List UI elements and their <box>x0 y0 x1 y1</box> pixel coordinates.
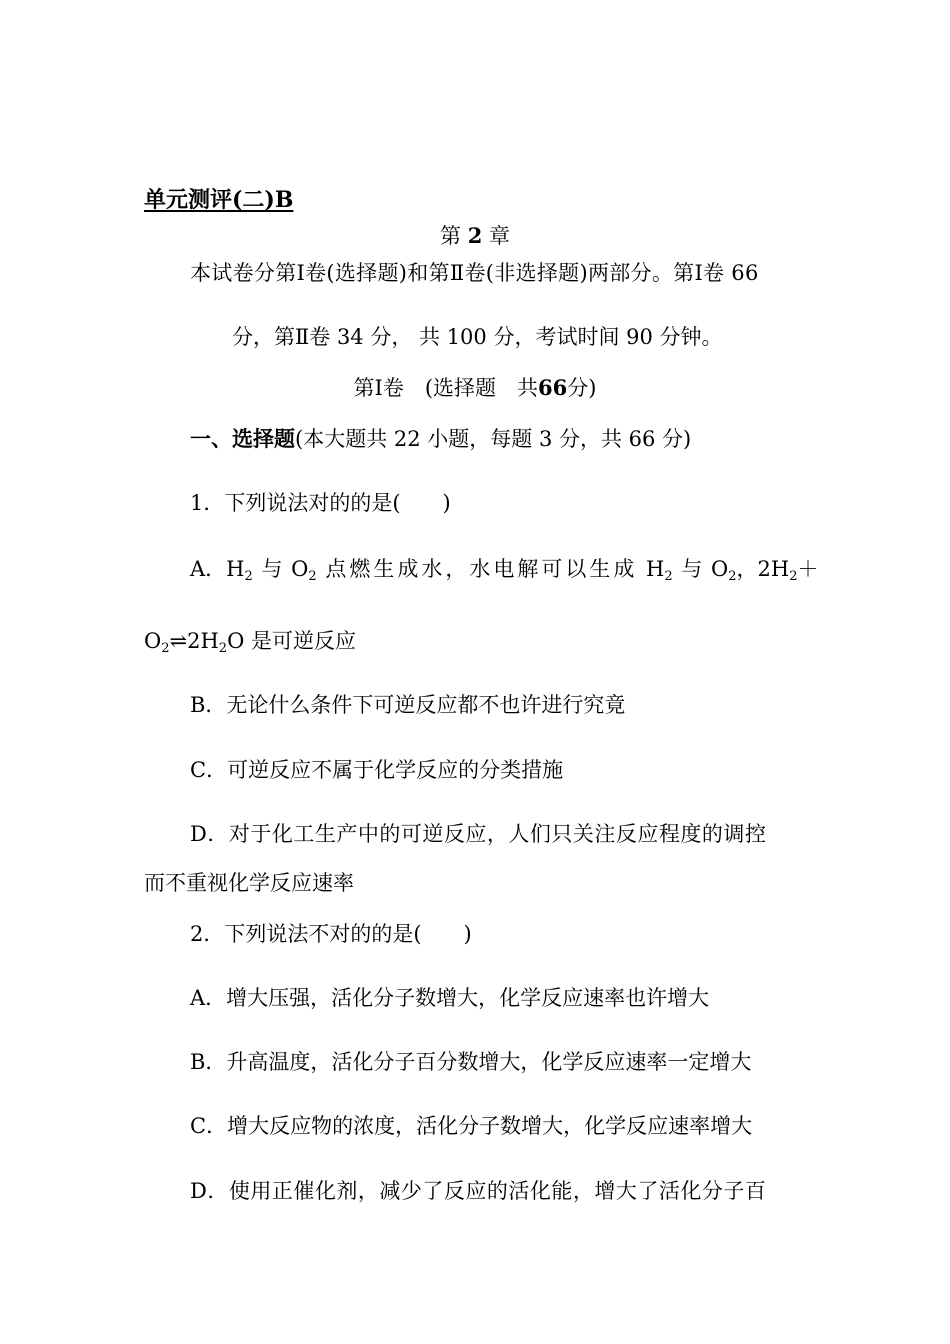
document-title: 单元测评(二)B <box>144 187 294 213</box>
question-2-option-d: D．使用正催化剂，减少了反应的活化能，增大了活化分子百 <box>190 1179 767 1203</box>
question-2-option-a: A．增大压强，活化分子数增大，化学反应速率也许增大 <box>190 986 710 1010</box>
chapter-heading <box>0 222 950 250</box>
question-1-option-b: B．无论什么条件下可逆反应都不也许进行究竟 <box>190 693 626 717</box>
chapter-number: 2 <box>467 223 483 248</box>
section-heading <box>190 425 691 453</box>
intro-line-1: 本试卷分第Ⅰ卷(选择题)和第Ⅱ卷(非选择题)两部分。第Ⅰ卷 66 <box>190 261 759 285</box>
volume-points: 66 <box>538 375 568 400</box>
question-1-option-c: C．可逆反应不属于化学反应的分类措施 <box>190 758 564 782</box>
question-1-stem: 1．下列说法对的的是( ) <box>190 491 451 515</box>
section-detail: (本大题共 22 小题，每题 3 分，共 66 分) <box>295 427 692 451</box>
question-1-option-d: D．对于化工生产中的可逆反应，人们只关注反应程度的调控 <box>190 822 767 846</box>
volume-suffix: 分) <box>567 376 597 400</box>
question-1-option-d-cont: 而不重视化学反应速率 <box>144 871 354 895</box>
volume-heading <box>0 374 950 402</box>
question-1-option-a: A．$H_2$ 与 $O_2$ 点燃生成水，水电解可以生成 $H_2$ 与 $O_2$，$2H_2+$ <box>190 557 819 584</box>
intro-line-2: 分，第Ⅱ卷 34 分， 共 100 分，考试时间 90 分钟。 <box>232 325 723 349</box>
chapter-prefix: 第 <box>440 224 461 248</box>
question-2-option-b: B．升高温度，活化分子百分数增大，化学反应速率一定增大 <box>190 1050 752 1074</box>
chapter-suffix: 章 <box>489 224 510 248</box>
volume-prefix: 第Ⅰ卷 (选择题 共 <box>353 376 539 400</box>
question-1-option-a-cont: $O_2\rightleftharpoons 2H_2O$ 是可逆反应 <box>144 629 356 656</box>
question-2-stem: 2．下列说法不对的的是( ) <box>190 922 472 946</box>
question-2-option-c: C．增大反应物的浓度，活化分子数增大，化学反应速率增大 <box>190 1114 753 1138</box>
section-title: 一、选择题 <box>190 426 295 451</box>
